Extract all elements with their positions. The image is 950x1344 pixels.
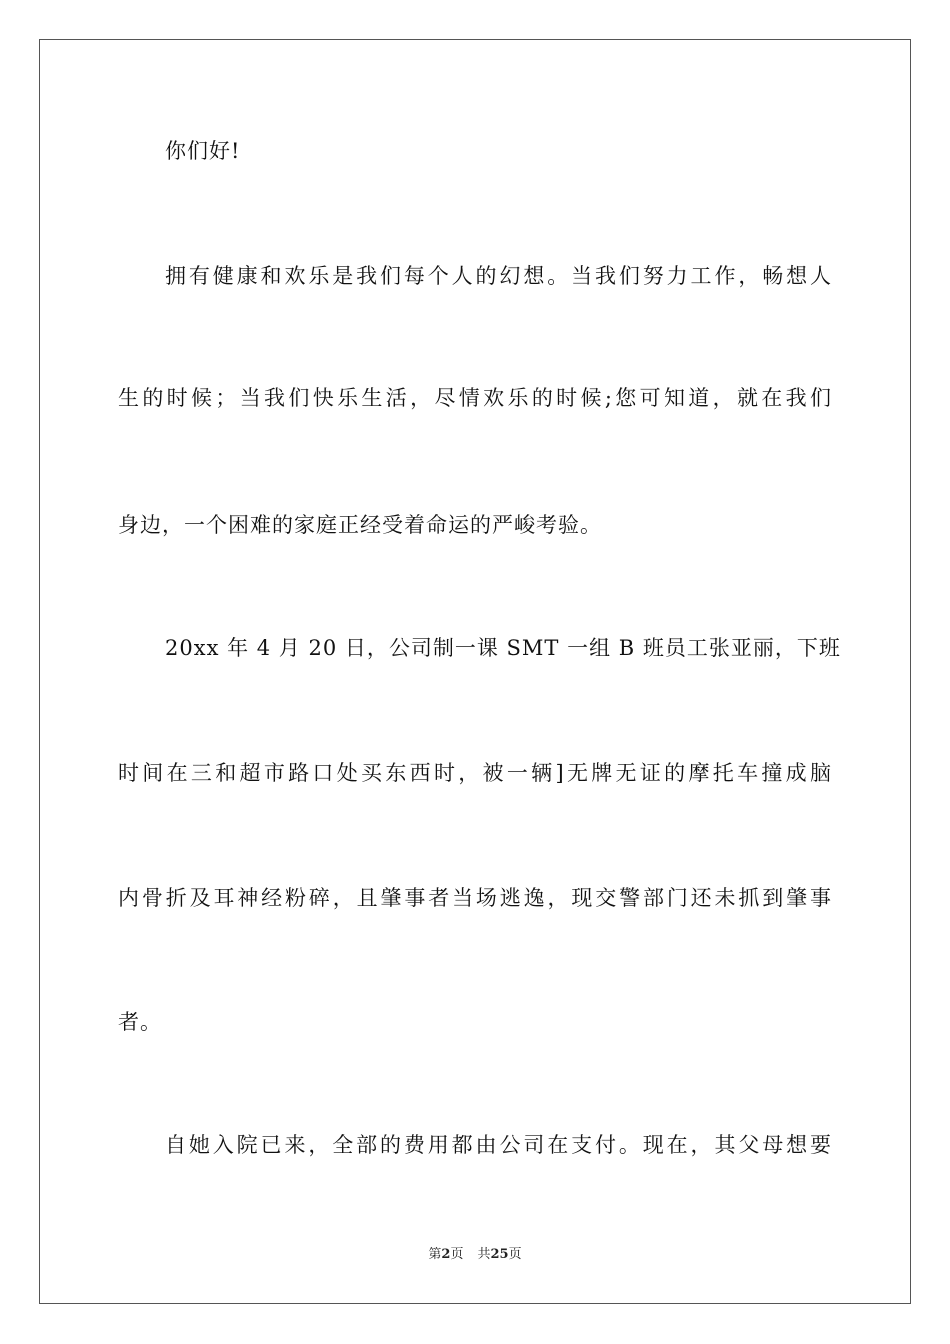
footer-page-suffix: 页	[450, 1247, 464, 1262]
footer-total-suffix: 页	[508, 1247, 522, 1262]
paragraph-2-line-4: 者。	[118, 1010, 162, 1034]
footer-total-prefix: 共	[477, 1247, 491, 1262]
footer-total-number: 25	[490, 1247, 509, 1262]
footer-page-number: 2	[441, 1247, 451, 1262]
paragraph-3-line-1: 自她入院已来，全部的费用都由公司在支付。现在，其父母想要	[165, 1133, 832, 1157]
page-frame	[39, 39, 911, 1304]
paragraph-1-line-3: 身边，一个困难的家庭正经受着命运的严峻考验。	[118, 513, 602, 537]
greeting-line: 你们好!	[165, 139, 241, 163]
paragraph-2-line-3: 内骨折及耳神经粉碎，且肇事者当场逃逸，现交警部门还未抓到肇事	[118, 886, 832, 910]
page-footer	[0, 1246, 950, 1264]
paragraph-2-line-1: 20xx 年 4 月 20 日，公司制一课 SMT 一组 B 班员工张亚丽，下班	[165, 636, 841, 660]
footer-page-prefix: 第	[428, 1247, 442, 1262]
paragraph-2-line-2: 时间在三和超市路口处买东西时，被一辆]无牌无证的摩托车撞成脑	[118, 761, 832, 785]
paragraph-1-line-1: 拥有健康和欢乐是我们每个人的幻想。当我们努力工作，畅想人	[165, 264, 832, 288]
paragraph-1-line-2: 生的时候；当我们快乐生活，尽情欢乐的时候;您可知道，就在我们	[118, 386, 832, 410]
